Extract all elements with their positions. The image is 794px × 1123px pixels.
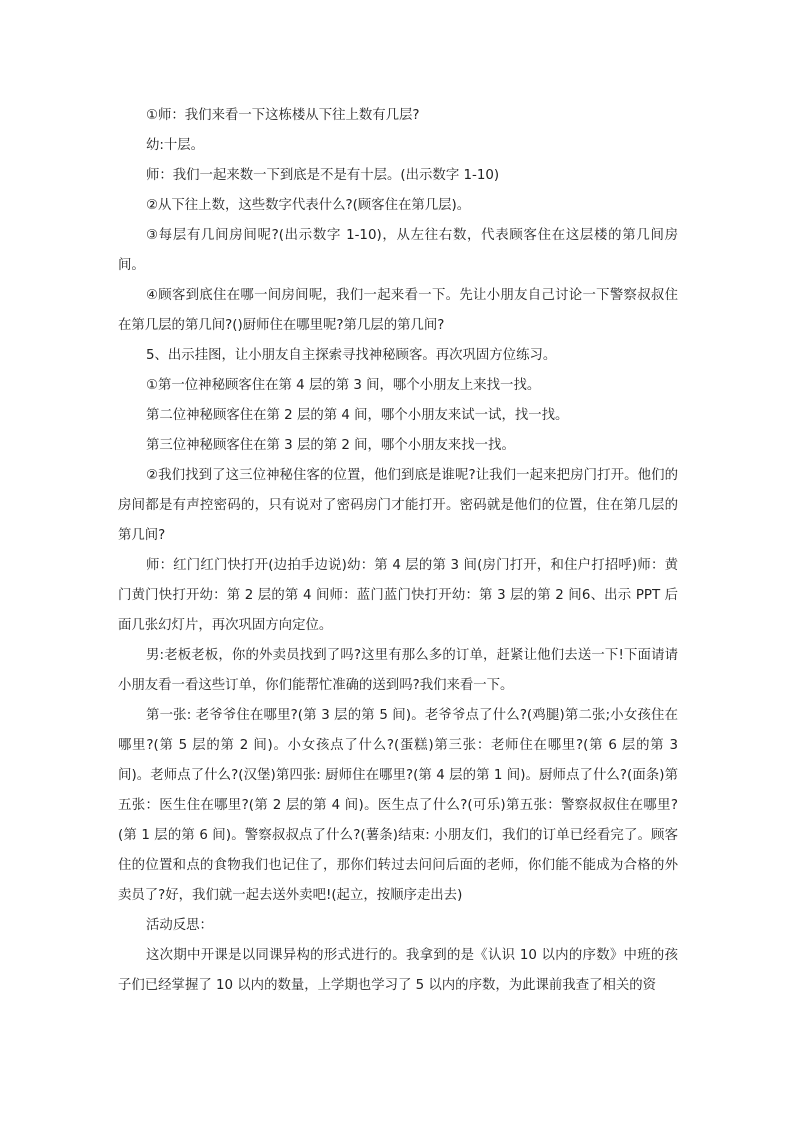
paragraph: 男:老板老板，你的外卖员找到了吗?这里有那么多的订单，赶紧让他们去送一下!下面请请小朋友看一看这些订单，你们能帮忙准确的送到吗?我们来看一下。 — [118, 648, 678, 693]
paragraph: 幼:十层。 — [146, 138, 205, 153]
paragraph: 师：红门红门快打开(边拍手边说)幼：第 4 层的第 3 间(房门打开，和住户打招呼)师：黄门黄门快打开幼：第 2 层的第 4 间师：蓝门蓝门快打开幼：第 3 层的第 2 间6、出示 PPT 后面几张幻灯片，再次巩固方向定位。 — [118, 558, 678, 633]
paragraph: 第二位神秘顾客住在第 2 层的第 4 间，哪个小朋友来试一试，找一找。 — [146, 408, 569, 423]
paragraph: ③每层有几间房间呢?(出示数字 1-10)，从左往右数，代表顾客住在这层楼的第几间房间。 — [118, 228, 678, 273]
paragraph: 第三位神秘顾客住在第 3 层的第 2 间，哪个小朋友来找一找。 — [146, 438, 515, 453]
paragraph: ②从下往上数，这些数字代表什么?(顾客住在第几层)。 — [146, 198, 471, 213]
paragraph: 5、出示挂图，让小朋友自主探索寻找神秘顾客。再次巩固方位练习。 — [146, 348, 557, 363]
paragraph: 师：我们一起来数一下到底是不是有十层。(出示数字 1-10) — [146, 168, 500, 183]
paragraph: ④顾客到底住在哪一间房间呢，我们一起来看一下。先让小朋友自己讨论一下警察叔叔住在第几层的第几间?()厨师住在哪里呢?第几层的第几间? — [118, 288, 678, 333]
paragraph: 这次期中开课是以同课异构的形式进行的。我拿到的是《认识 10 以内的序数》中班的孩子们已经掌握了 10 以内的数量，上学期也学习了 5 以内的序数，为此课前我查了相关的资 — [118, 948, 678, 993]
paragraph: ①师：我们来看一下这栋楼从下往上数有几层? — [146, 108, 420, 123]
section-heading: 活动反思： — [146, 918, 213, 933]
paragraph: ②我们找到了这三位神秘住客的位置，他们到底是谁呢?让我们一起来把房门打开。他们的房间都是有声控密码的，只有说对了密码房门才能打开。密码就是他们的位置，住在第几层的第几间? — [118, 468, 678, 543]
paragraph: ①第一位神秘顾客住在第 4 层的第 3 间，哪个小朋友上来找一找。 — [146, 378, 541, 393]
document-body — [118, 101, 678, 1001]
paragraph: 第一张: 老爷爷住在哪里?(第 3 层的第 5 间)。老爷爷点了什么?(鸡腿)第二张;小女孩住在哪里?(第 5 层的第 2 间)。小女孩点了什么?(蛋糕)第三张：老师住在哪里?(第 6 层的第 3 间)。老师点了什么?(汉堡)第四张: 厨师住在哪里?(第 4 层的第 1 间)。厨师点了什么?(面条)第五张：医生住在哪里?(第 2 层的第 4 间)。医生点了什么?(可乐)第五张：警察叔叔住在哪里?(第 1 层的第 6 间)。警察叔叔点了什么?(薯条)结束: 小朋友们，我们的订单已经看完了。顾客住的位置和点的食物我们也记住了，那你们转过去问问后面的老师，你们能不能成为合格的外卖员了?好，我们就一起去送外卖吧!(起立，按顺序走出去) — [118, 708, 678, 903]
